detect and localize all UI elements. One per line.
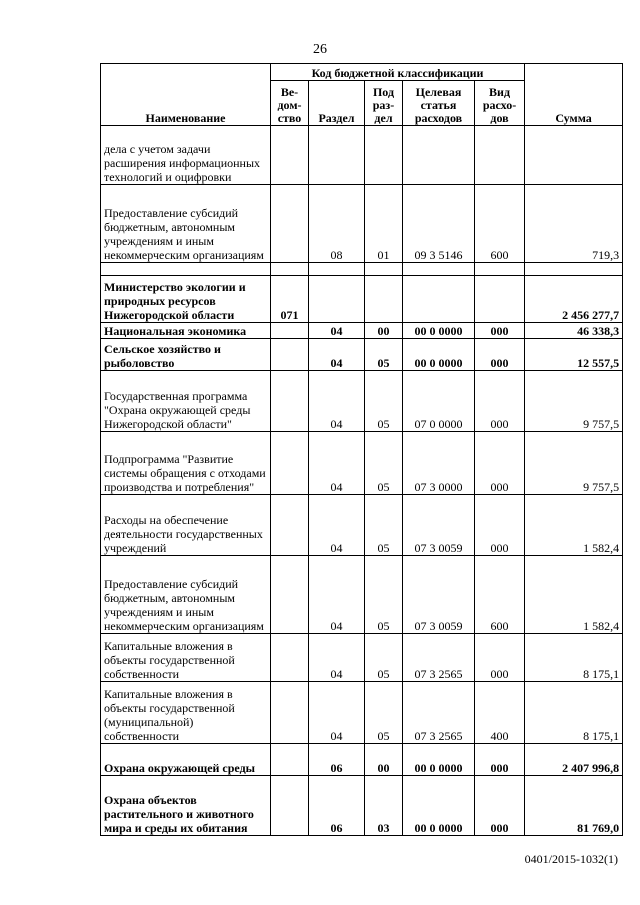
spacer-cell xyxy=(475,263,525,276)
cell-sum: 9 757,5 xyxy=(525,432,623,495)
cell-subsection: 05 xyxy=(365,495,403,556)
cell-dept xyxy=(271,634,309,682)
cell-name: Государственная программа "Охрана окружающей среды Нижегородской области" xyxy=(101,371,271,432)
cell-expense-type: 600 xyxy=(475,185,525,263)
cell-dept xyxy=(271,495,309,556)
cell-subsection: 00 xyxy=(365,744,403,776)
header-sum: Сумма xyxy=(525,64,623,126)
cell-expense-type: 000 xyxy=(475,339,525,371)
cell-target: 07 3 0059 xyxy=(403,556,475,634)
cell-name: Предоставление субсидий бюджетным, автономным учреждениям и иным некоммерческим организациям xyxy=(101,185,271,263)
cell-dept xyxy=(271,744,309,776)
spacer-cell xyxy=(525,263,623,276)
table-row xyxy=(101,556,623,634)
cell-subsection xyxy=(365,126,403,185)
cell-subsection: 05 xyxy=(365,634,403,682)
cell-expense-type: 400 xyxy=(475,682,525,744)
table-body xyxy=(101,126,623,836)
cell-expense-type: 000 xyxy=(475,371,525,432)
cell-name: Сельское хозяйство и рыболовство xyxy=(101,339,271,371)
cell-section: 04 xyxy=(309,339,365,371)
cell-expense-type: 000 xyxy=(475,634,525,682)
cell-section: 04 xyxy=(309,556,365,634)
header-expense-type: Вид расхо- дов xyxy=(475,81,525,126)
spacer-cell xyxy=(309,263,365,276)
spacer-cell xyxy=(271,263,309,276)
cell-dept xyxy=(271,432,309,495)
cell-subsection: 05 xyxy=(365,339,403,371)
cell-target xyxy=(403,126,475,185)
cell-target: 00 0 0000 xyxy=(403,339,475,371)
cell-target: 09 3 5146 xyxy=(403,185,475,263)
cell-sum: 1 582,4 xyxy=(525,556,623,634)
header-dept: Ве- дом- ство xyxy=(271,81,309,126)
cell-dept xyxy=(271,185,309,263)
spacer-row xyxy=(101,263,623,276)
cell-target: 00 0 0000 xyxy=(403,323,475,339)
page-number: 26 xyxy=(313,42,327,57)
cell-section: 04 xyxy=(309,634,365,682)
cell-section: 06 xyxy=(309,744,365,776)
cell-name: Предоставление субсидий бюджетным, автономным учреждениям и иным некоммерческим организациям xyxy=(101,556,271,634)
cell-sum: 46 338,3 xyxy=(525,323,623,339)
cell-sum: 719,3 xyxy=(525,185,623,263)
cell-subsection: 05 xyxy=(365,682,403,744)
cell-target: 00 0 0000 xyxy=(403,744,475,776)
cell-sum: 12 557,5 xyxy=(525,339,623,371)
cell-target: 07 3 0000 xyxy=(403,432,475,495)
cell-subsection: 05 xyxy=(365,371,403,432)
cell-name: Капитальные вложения в объекты государственной собственности xyxy=(101,634,271,682)
cell-name: Охрана объектов растительного и животного мира и среды их обитания xyxy=(101,776,271,836)
cell-subsection: 03 xyxy=(365,776,403,836)
table-row xyxy=(101,682,623,744)
spacer-cell xyxy=(101,263,271,276)
budget-table xyxy=(100,63,623,836)
cell-section xyxy=(309,276,365,323)
cell-subsection: 05 xyxy=(365,432,403,495)
cell-target: 00 0 0000 xyxy=(403,776,475,836)
spacer-cell xyxy=(403,263,475,276)
cell-subsection: 05 xyxy=(365,556,403,634)
cell-sum: 2 456 277,7 xyxy=(525,276,623,323)
cell-sum xyxy=(525,126,623,185)
cell-expense-type xyxy=(475,126,525,185)
cell-section xyxy=(309,126,365,185)
header-target-article: Целевая статья расходов xyxy=(403,81,475,126)
cell-section: 04 xyxy=(309,371,365,432)
cell-section: 08 xyxy=(309,185,365,263)
cell-subsection: 00 xyxy=(365,323,403,339)
table-row xyxy=(101,495,623,556)
cell-expense-type: 000 xyxy=(475,744,525,776)
cell-section: 06 xyxy=(309,776,365,836)
cell-dept xyxy=(271,776,309,836)
cell-target: 07 0 0000 xyxy=(403,371,475,432)
table-row xyxy=(101,634,623,682)
cell-section: 04 xyxy=(309,495,365,556)
cell-subsection xyxy=(365,276,403,323)
cell-sum: 1 582,4 xyxy=(525,495,623,556)
cell-sum: 2 407 996,8 xyxy=(525,744,623,776)
cell-target: 07 3 2565 xyxy=(403,682,475,744)
cell-name: Министерство экологии и природных ресурсов Нижегородской области xyxy=(101,276,271,323)
cell-expense-type: 000 xyxy=(475,776,525,836)
cell-name: Национальная экономика xyxy=(101,323,271,339)
table-row xyxy=(101,126,623,185)
cell-sum: 8 175,1 xyxy=(525,682,623,744)
header-classification-group: Код бюджетной классификации xyxy=(271,64,525,81)
cell-section: 04 xyxy=(309,432,365,495)
cell-sum: 81 769,0 xyxy=(525,776,623,836)
cell-expense-type xyxy=(475,276,525,323)
header-subsection: Под раз- дел xyxy=(365,81,403,126)
table-row xyxy=(101,339,623,371)
cell-name: Охрана окружающей среды xyxy=(101,744,271,776)
cell-dept xyxy=(271,126,309,185)
cell-expense-type: 000 xyxy=(475,432,525,495)
cell-expense-type: 600 xyxy=(475,556,525,634)
cell-section: 04 xyxy=(309,682,365,744)
cell-dept: 071 xyxy=(271,276,309,323)
cell-expense-type: 000 xyxy=(475,495,525,556)
cell-name: Расходы на обеспечение деятельности государственных учреждений xyxy=(101,495,271,556)
cell-sum: 9 757,5 xyxy=(525,371,623,432)
table-row xyxy=(101,371,623,432)
cell-dept xyxy=(271,682,309,744)
cell-section: 04 xyxy=(309,323,365,339)
table-row xyxy=(101,323,623,339)
cell-name: Капитальные вложения в объекты государственной (муниципальной) собственности xyxy=(101,682,271,744)
cell-name: дела с учетом задачи расширения информационных технологий и оцифровки xyxy=(101,126,271,185)
cell-sum: 8 175,1 xyxy=(525,634,623,682)
cell-dept xyxy=(271,339,309,371)
cell-target xyxy=(403,276,475,323)
cell-subsection: 01 xyxy=(365,185,403,263)
table-row xyxy=(101,744,623,776)
cell-dept xyxy=(271,323,309,339)
spacer-cell xyxy=(365,263,403,276)
document-code: 0401/2015-1032(1) xyxy=(524,852,618,866)
table-row xyxy=(101,432,623,495)
cell-dept xyxy=(271,556,309,634)
cell-expense-type: 000 xyxy=(475,323,525,339)
table-row xyxy=(101,776,623,836)
header-section: Раздел xyxy=(309,81,365,126)
cell-target: 07 3 2565 xyxy=(403,634,475,682)
table-row xyxy=(101,276,623,323)
cell-target: 07 3 0059 xyxy=(403,495,475,556)
cell-name: Подпрограмма "Развитие системы обращения с отходами производства и потребления" xyxy=(101,432,271,495)
table-row xyxy=(101,185,623,263)
header-name: Наименование xyxy=(101,64,271,126)
cell-dept xyxy=(271,371,309,432)
